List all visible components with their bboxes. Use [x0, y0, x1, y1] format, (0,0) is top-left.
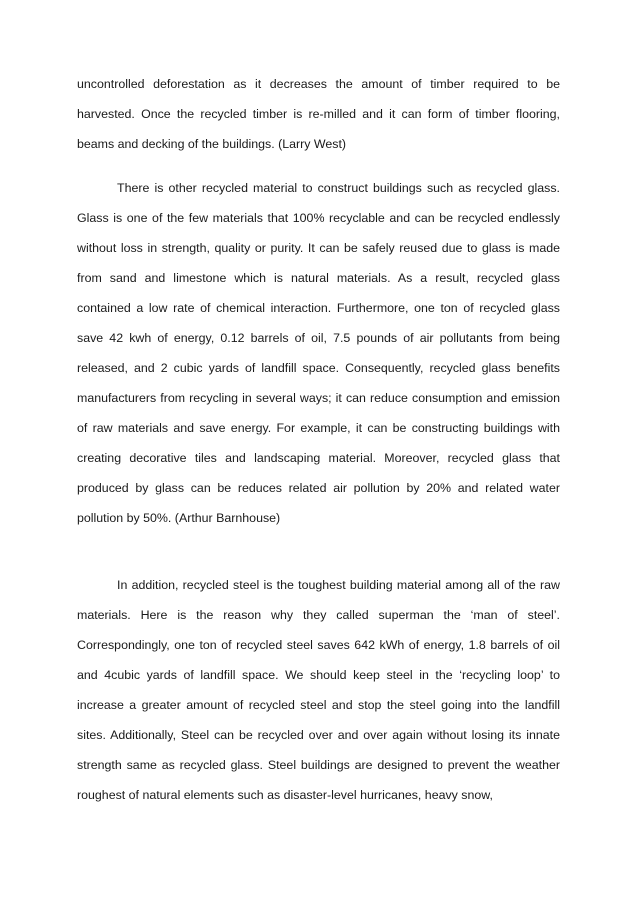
paragraph-timber-conclusion: uncontrolled deforestation as it decreases the amount of timber required to be harvested. Once the recycled timber is re-milled and it can form of timber flooring, beams and decking of the buildings. (Larry West): [77, 77, 560, 151]
paragraph-recycled-steel: In addition, recycled steel is the toughest building material among all of the raw materials. Here is the reason why they called superman the ‘man of steel’. Correspondingly, one ton of recycled steel saves 642 kWh of energy, 1.8 barrels of oil and 4cubic yards of landfill space. We should keep steel in the ‘recycling loop’ to increase a greater amount of recycled steel and stop the steel going into the landfill sites. Additionally, Steel can be recycled over and over again without losing its innate strength same as recycled glass. Steel buildings are designed to prevent the weather roughest of natural elements such as disaster-level hurricanes, heavy snow,: [77, 578, 560, 802]
paragraph-recycled-glass: There is other recycled material to construct buildings such as recycled glass. Glass is one of the few materials that 100% recyclable and can be recycled endlessly without loss in strength, quality or purity. It can be safely reused due to glass is made from sand and limestone which is natural materials. As a result, recycled glass contained a low rate of chemical interaction. Furthermore, one ton of recycled glass save 42 kwh of energy, 0.12 barrels of oil, 7.5 pounds of air pollutants from being released, and 2 cubic yards of landfill space. Consequently, recycled glass benefits manufacturers from recycling in several ways; it can reduce consumption and emission of raw materials and save energy. For example, it can be constructing buildings with creating decorative tiles and landscaping material. Moreover, recycled glass that produced by glass can be reduces related air pollution by 20% and related water pollution by 50%. (Arthur Barnhouse): [77, 181, 560, 525]
text-block-3: [77, 570, 560, 810]
text-block-2: [77, 173, 560, 533]
text-block-1: [77, 69, 560, 159]
